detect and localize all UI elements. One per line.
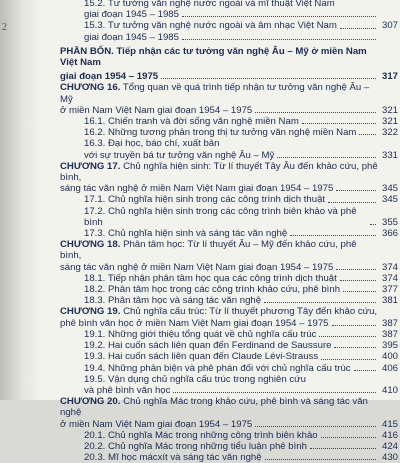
toc-part-row xyxy=(60,71,398,82)
toc-section-row xyxy=(60,20,398,31)
toc-page-number: 321 xyxy=(381,116,398,128)
toc-page-number: 366 xyxy=(381,228,398,240)
toc-section-row xyxy=(60,374,398,385)
dotted-leader xyxy=(173,392,376,393)
toc-chapter-row xyxy=(60,318,398,329)
toc-section-row xyxy=(60,441,398,452)
toc-page-number: 387 xyxy=(381,317,398,329)
toc-entry-text: với sự truyền bá tư tưởng văn nghệ Âu – Mỹ xyxy=(84,149,275,161)
dotted-leader xyxy=(321,359,376,360)
toc-entry-text: ở miền Nam Việt Nam giai đoạn 1954 – 1975 xyxy=(60,418,253,430)
dotted-leader xyxy=(182,16,376,17)
toc-chapter-row xyxy=(60,306,398,317)
toc-page-number: 317 xyxy=(381,71,398,83)
toc-section-row xyxy=(60,363,398,374)
toc-section-row xyxy=(60,329,398,340)
toc-page-number: 345 xyxy=(381,183,398,195)
toc-section-row xyxy=(60,340,398,351)
dotted-leader xyxy=(255,112,376,113)
dotted-leader xyxy=(343,291,376,292)
toc-entry-text: CHƯƠNG 17. Chủ nghĩa hiện sinh: Từ lí thuyết Tây Âu đến khảo cứu, phê bình, xyxy=(60,160,378,184)
toc-entry-text: phê bình văn học ở miền Nam Việt Nam giai đoạn 1954 – 1975 xyxy=(60,317,329,329)
toc-page-number: 395 xyxy=(381,340,398,352)
toc-section-row xyxy=(60,127,398,138)
toc-page-number: 374 xyxy=(381,261,398,273)
dotted-leader xyxy=(161,78,376,79)
toc-entry-text: 18.2. Phân tâm học trong các công trình khảo cứu, phê bình xyxy=(84,284,341,296)
dotted-leader xyxy=(255,426,376,427)
toc-section-row xyxy=(60,351,398,362)
toc-entry-text: 15.3. Tư tưởng văn nghệ nước ngoài và âm nhạc Việt Nam xyxy=(84,20,337,32)
dotted-leader xyxy=(332,325,376,326)
toc-section-row xyxy=(60,228,398,239)
toc-entry-text: 20.3. Mĩ học mácxít và sáng tác văn nghệ xyxy=(84,452,262,463)
toc-section-row xyxy=(60,0,398,9)
toc-page-number: 406 xyxy=(381,362,398,374)
facing-page-edge xyxy=(0,0,38,400)
toc-entry-text: 19.3. Hai cuốn sách liên quan đến Claude Lévi-Strauss xyxy=(84,351,319,363)
dotted-leader xyxy=(340,280,376,281)
toc-entry-text: sáng tác văn nghệ ở miền Nam Việt Nam giai đoạn 1954 – 1975 xyxy=(60,183,334,195)
dotted-leader xyxy=(328,202,376,203)
toc-section-row xyxy=(60,116,398,127)
toc-chapter-row xyxy=(60,396,398,418)
toc-section-row xyxy=(60,194,398,205)
dotted-leader xyxy=(319,336,376,337)
toc-entry-text: sáng tác văn nghệ ở miền Nam Việt Nam giai đoạn 1954 – 1975 xyxy=(60,261,334,273)
dotted-leader xyxy=(310,448,376,449)
dotted-leader xyxy=(290,235,376,236)
toc-page-number: 377 xyxy=(381,284,398,296)
toc-section-row xyxy=(60,206,398,228)
dotted-leader xyxy=(321,437,376,438)
toc-entry-text: 17.3. Chủ nghĩa hiện sinh và sáng tác văn nghệ xyxy=(84,228,288,240)
dotted-leader xyxy=(265,459,376,460)
toc-page-number: 415 xyxy=(381,418,398,430)
toc-page-number: 307 xyxy=(381,20,398,32)
toc-entry-text: CHƯƠNG 20. Chủ nghĩa Mác trong khảo cứu, phê bình và sáng tác văn nghệ xyxy=(60,396,368,419)
dotted-leader xyxy=(359,134,376,135)
toc-section-row xyxy=(60,32,398,43)
dotted-leader xyxy=(336,269,376,270)
toc-entry-text: 20.1. Chủ nghĩa Mác trong những công trình biên khảo xyxy=(84,429,318,441)
dotted-leader xyxy=(264,302,376,303)
toc-entry-text: CHƯƠNG 18. Phân tâm học: Từ lí thuyết Âu – Mỹ đến khảo cứu, phê bình, xyxy=(60,239,357,262)
toc-entry-text: CHƯƠNG 19. Chủ nghĩa cấu trúc: Từ lí thuyết phương Tây đến khảo cứu, xyxy=(60,306,378,318)
toc-section-row xyxy=(60,430,398,441)
toc-entry-text: 18.3. Phân tâm học và sáng tác văn nghệ xyxy=(84,295,262,307)
toc-entry-text: 16.3. Đại học, báo chí, xuất bản xyxy=(84,138,220,150)
toc-section-row xyxy=(60,138,398,149)
toc-entry-text: 16.1. Chiến tranh và đời sống văn nghệ miền Nam xyxy=(84,116,299,128)
toc-entry-text: ở miền Nam Việt Nam giai đoạn 1954 – 1975 xyxy=(60,104,253,116)
toc-chapter-row xyxy=(60,262,398,273)
toc-page-number: 322 xyxy=(381,127,398,139)
toc-page-number: 424 xyxy=(381,440,398,452)
toc-chapter-row xyxy=(60,183,398,194)
facing-page-number: 2 xyxy=(2,22,7,33)
dotted-leader xyxy=(302,123,376,124)
toc-section-row xyxy=(60,284,398,295)
toc-entry-text: 18.1. Tiếp nhận phân tâm học qua các công trình dịch thuật xyxy=(84,272,337,284)
toc-page xyxy=(38,0,400,463)
toc-entry-text: 19.1. Những giới thiệu tổng quát về chủ nghĩa cấu trúc xyxy=(84,328,317,340)
toc-entry-text: 15.2. Tư tưởng văn nghệ nước ngoài và mĩ thuật Việt Nam xyxy=(84,0,335,9)
toc-entry-text: và phê bình văn học xyxy=(84,384,171,396)
table-of-contents xyxy=(60,0,398,463)
dotted-leader xyxy=(370,224,376,225)
toc-section-row xyxy=(60,150,398,161)
toc-entry-text: 16.2. Những tương phản trong thị tư tưởng văn nghệ miền Nam xyxy=(84,127,357,139)
toc-entry-text: 17.1. Chủ nghĩa hiện sinh trong các công trình dịch thuật xyxy=(84,194,326,206)
toc-page-number: 387 xyxy=(381,328,398,340)
toc-page-number: 430 xyxy=(381,452,398,463)
toc-section-row xyxy=(60,452,398,463)
toc-chapter-row xyxy=(60,239,398,261)
toc-page-number: 400 xyxy=(381,351,398,363)
toc-page-number: 416 xyxy=(381,429,398,441)
toc-entry-text: giai đoạn 1945 – 1985 xyxy=(84,9,179,21)
toc-entry-text: CHƯƠNG 16. Tổng quan về quá trình tiếp nhận tư tưởng văn nghệ Âu – Mỹ xyxy=(60,82,370,105)
toc-entry-text: 19.2. Hai cuốn sách liên quan đến Ferdinand de Saussure xyxy=(84,340,332,352)
toc-entry-text: giai đoạn 1954 – 1975 xyxy=(60,71,159,83)
toc-page-number: 345 xyxy=(381,194,398,206)
toc-entry-text: 19.4. Những phản biện và phê phán đối với chủ nghĩa cấu trúc xyxy=(84,362,351,374)
toc-entry-text: 19.5. Vận dụng chủ nghĩa cấu trúc trong nghiên cứu xyxy=(84,373,306,385)
toc-page-number: 331 xyxy=(381,149,398,161)
dotted-leader xyxy=(277,157,376,158)
toc-section-row xyxy=(60,385,398,396)
dotted-leader xyxy=(336,190,376,191)
toc-page-number: 410 xyxy=(381,384,398,396)
toc-page-number: 381 xyxy=(381,295,398,307)
toc-chapter-row xyxy=(60,161,398,183)
toc-entry-text: 17.2. Chủ nghĩa hiện sinh trong các công trình biên khảo và phê bình xyxy=(84,205,357,228)
toc-section-row xyxy=(60,9,398,20)
toc-section-row xyxy=(60,295,398,306)
dotted-leader xyxy=(354,370,376,371)
toc-part-row xyxy=(60,46,398,68)
toc-chapter-row xyxy=(60,105,398,116)
toc-page-number: 321 xyxy=(381,104,398,116)
toc-entry-text: 20.2. Chủ nghĩa Mác trong những tiểu luận phê bình xyxy=(84,440,307,452)
toc-entry-text: PHẦN BỐN. Tiếp nhận các tư tưởng văn nghệ Âu – Mỹ ở miền Nam Việt Nam xyxy=(60,45,367,69)
toc-chapter-row xyxy=(60,82,398,104)
toc-chapter-row xyxy=(60,419,398,430)
dotted-leader xyxy=(340,28,376,29)
toc-page-number: 355 xyxy=(381,216,398,228)
dotted-leader xyxy=(334,347,376,348)
toc-section-row xyxy=(60,273,398,284)
toc-page-number: 374 xyxy=(381,272,398,284)
toc-entry-text: giai đoạn 1945 – 1985 xyxy=(84,31,179,43)
dotted-leader xyxy=(182,39,376,40)
